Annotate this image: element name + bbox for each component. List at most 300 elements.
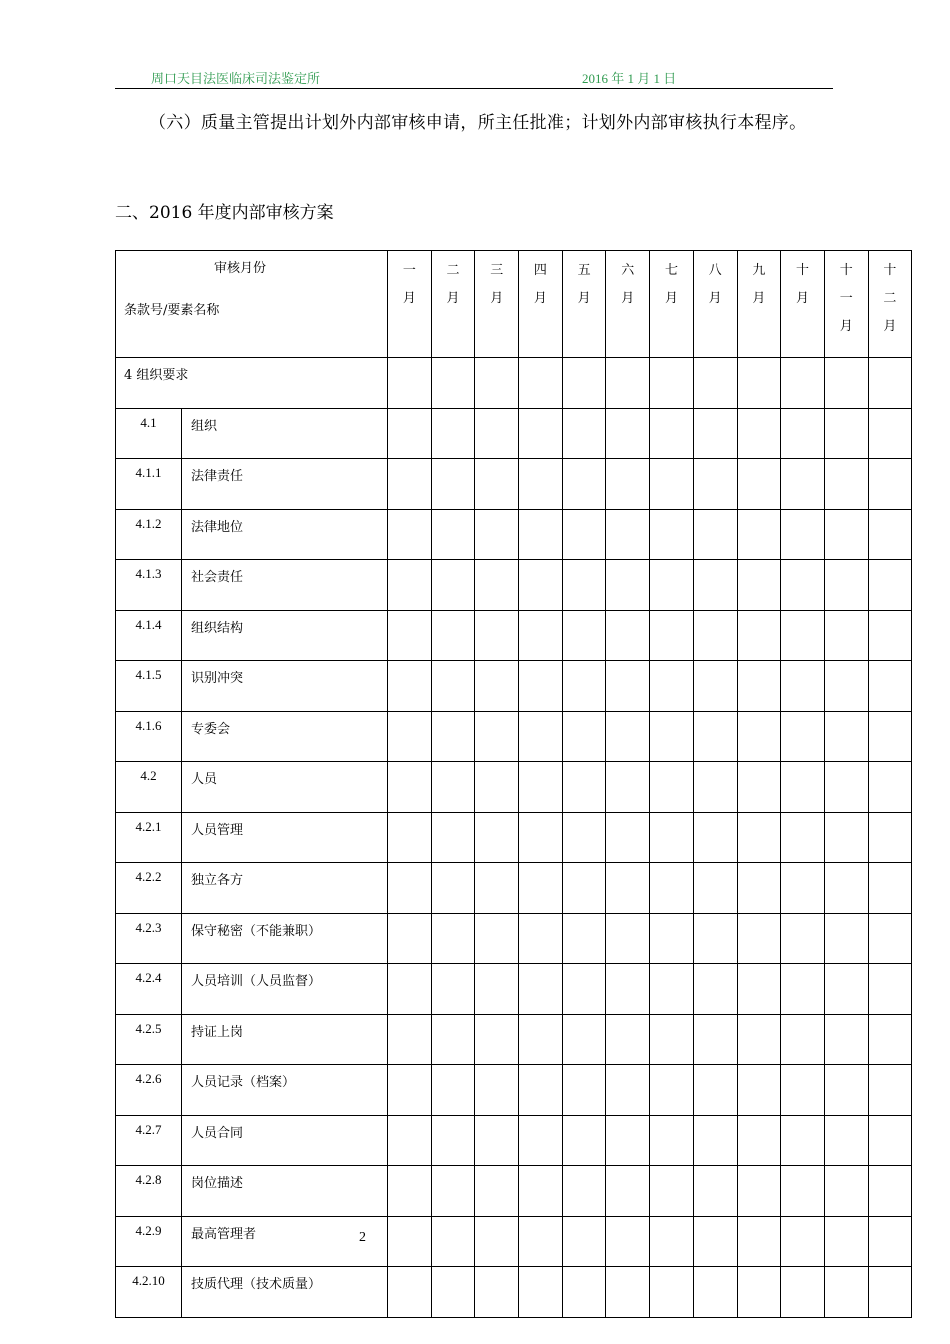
month-header-char: 十 bbox=[839, 263, 853, 278]
month-cell bbox=[868, 358, 912, 409]
month-cell bbox=[388, 509, 432, 560]
month-cell bbox=[388, 1115, 432, 1166]
month-cell bbox=[781, 1065, 825, 1116]
month-cell bbox=[562, 610, 606, 661]
month-cell bbox=[562, 1166, 606, 1217]
month-cell bbox=[519, 711, 563, 762]
month-cell bbox=[781, 964, 825, 1015]
clause-number: 4.2.9 bbox=[116, 1216, 182, 1267]
month-cell bbox=[475, 1166, 519, 1217]
month-cell bbox=[693, 1065, 737, 1116]
month-cell bbox=[693, 711, 737, 762]
month-cell bbox=[388, 913, 432, 964]
month-cell bbox=[737, 711, 781, 762]
month-header-4 bbox=[519, 251, 563, 358]
month-cell bbox=[562, 711, 606, 762]
element-name: 组织结构 bbox=[182, 610, 388, 661]
month-cell bbox=[519, 863, 563, 914]
month-cell bbox=[519, 1166, 563, 1217]
month-cell bbox=[824, 509, 868, 560]
month-header-7 bbox=[650, 251, 694, 358]
element-name: 人员记录（档案） bbox=[182, 1065, 388, 1116]
month-cell bbox=[693, 1216, 737, 1267]
month-cell bbox=[431, 1216, 475, 1267]
month-cell bbox=[650, 711, 694, 762]
table-row bbox=[116, 408, 912, 459]
month-cell bbox=[519, 1216, 563, 1267]
table-row bbox=[116, 913, 912, 964]
month-cell bbox=[606, 1065, 650, 1116]
element-name: 保守秘密（不能兼职） bbox=[182, 913, 388, 964]
month-cell bbox=[781, 913, 825, 964]
element-name: 技质代理（技术质量） bbox=[182, 1267, 388, 1318]
month-cell bbox=[606, 863, 650, 914]
element-name: 人员合同 bbox=[182, 1115, 388, 1166]
month-header-char: 八 bbox=[708, 263, 722, 278]
header-date: 2016 年 1 月 1 日 bbox=[582, 71, 677, 86]
table-row bbox=[116, 509, 912, 560]
month-cell bbox=[650, 358, 694, 409]
element-name: 组织 bbox=[182, 408, 388, 459]
month-cell bbox=[650, 1216, 694, 1267]
month-cell bbox=[650, 1065, 694, 1116]
month-cell bbox=[781, 1267, 825, 1318]
month-header-char: 三 bbox=[490, 263, 504, 278]
clause-number: 4.2 bbox=[116, 762, 182, 813]
month-cell bbox=[824, 913, 868, 964]
month-cell bbox=[693, 863, 737, 914]
month-cell bbox=[781, 661, 825, 712]
clause-number: 4.1.6 bbox=[116, 711, 182, 762]
month-header-char: 二 bbox=[446, 263, 460, 278]
month-cell bbox=[519, 661, 563, 712]
month-cell bbox=[650, 661, 694, 712]
month-cell bbox=[693, 812, 737, 863]
element-name: 法律地位 bbox=[182, 509, 388, 560]
month-cell bbox=[562, 1216, 606, 1267]
element-name: 社会责任 bbox=[182, 560, 388, 611]
month-cell bbox=[650, 812, 694, 863]
month-cell bbox=[388, 560, 432, 611]
table-row bbox=[116, 964, 912, 1015]
month-header-char: 月 bbox=[533, 291, 547, 306]
month-cell bbox=[824, 812, 868, 863]
month-cell bbox=[781, 1014, 825, 1065]
page-number: 2 bbox=[359, 1230, 366, 1245]
month-header-6 bbox=[606, 251, 650, 358]
month-cell bbox=[781, 863, 825, 914]
clause-number: 4.1.1 bbox=[116, 459, 182, 510]
month-cell bbox=[606, 762, 650, 813]
clause-number: 4.2.4 bbox=[116, 964, 182, 1015]
month-cell bbox=[781, 610, 825, 661]
month-cell bbox=[650, 863, 694, 914]
month-cell bbox=[431, 1065, 475, 1116]
month-header-char: 四 bbox=[533, 263, 547, 278]
month-cell bbox=[606, 1014, 650, 1065]
month-cell bbox=[606, 459, 650, 510]
month-cell bbox=[562, 509, 606, 560]
month-cell bbox=[824, 1216, 868, 1267]
month-cell bbox=[519, 509, 563, 560]
table-header-row bbox=[116, 251, 912, 358]
clause-number: 4.1.3 bbox=[116, 560, 182, 611]
month-cell bbox=[868, 762, 912, 813]
month-cell bbox=[519, 1014, 563, 1065]
month-cell bbox=[431, 358, 475, 409]
month-header-5 bbox=[562, 251, 606, 358]
month-header-8 bbox=[693, 251, 737, 358]
month-cell bbox=[431, 863, 475, 914]
month-cell bbox=[431, 560, 475, 611]
month-cell bbox=[737, 863, 781, 914]
month-header-char: 十 bbox=[883, 263, 897, 278]
month-cell bbox=[519, 1267, 563, 1318]
month-header-char: 七 bbox=[664, 263, 678, 278]
month-header-char: 九 bbox=[752, 263, 766, 278]
month-cell bbox=[562, 964, 606, 1015]
month-cell bbox=[475, 1014, 519, 1065]
month-cell bbox=[868, 1216, 912, 1267]
element-name: 人员 bbox=[182, 762, 388, 813]
audit-plan-table bbox=[115, 250, 912, 1318]
element-name: 独立各方 bbox=[182, 863, 388, 914]
month-cell bbox=[824, 408, 868, 459]
clause-number: 4.1.2 bbox=[116, 509, 182, 560]
clause-number: 4.1 bbox=[116, 408, 182, 459]
table-row bbox=[116, 1166, 912, 1217]
clause-number: 4.2.3 bbox=[116, 913, 182, 964]
clause-number: 4.2.2 bbox=[116, 863, 182, 914]
month-cell bbox=[606, 509, 650, 560]
section-title: 二、2016 年度内部审核方案 bbox=[115, 203, 334, 223]
body-paragraph: （六）质量主管提出计划外内部审核申请，所主任批准；计划外内部审核执行本程序。 bbox=[149, 113, 807, 133]
month-cell bbox=[475, 1115, 519, 1166]
month-cell bbox=[475, 459, 519, 510]
month-header-3 bbox=[475, 251, 519, 358]
month-cell bbox=[824, 1115, 868, 1166]
month-header-10 bbox=[781, 251, 825, 358]
clause-number: 4.1.4 bbox=[116, 610, 182, 661]
month-cell bbox=[868, 1166, 912, 1217]
month-header-char: 月 bbox=[752, 291, 766, 306]
month-cell bbox=[606, 964, 650, 1015]
month-cell bbox=[824, 964, 868, 1015]
month-cell bbox=[606, 408, 650, 459]
month-cell bbox=[868, 812, 912, 863]
month-cell bbox=[693, 913, 737, 964]
month-cell bbox=[388, 661, 432, 712]
table-row bbox=[116, 459, 912, 510]
month-cell bbox=[693, 509, 737, 560]
month-cell bbox=[431, 1014, 475, 1065]
month-cell bbox=[693, 1115, 737, 1166]
month-cell bbox=[737, 812, 781, 863]
month-cell bbox=[606, 661, 650, 712]
month-cell bbox=[737, 610, 781, 661]
month-header-char: 月 bbox=[446, 291, 460, 306]
month-cell bbox=[606, 1267, 650, 1318]
group-label: 4 组织要求 bbox=[116, 358, 388, 409]
month-cell bbox=[868, 610, 912, 661]
clause-number: 4.2.7 bbox=[116, 1115, 182, 1166]
table-row bbox=[116, 1065, 912, 1116]
month-cell bbox=[388, 358, 432, 409]
month-cell bbox=[519, 408, 563, 459]
month-cell bbox=[824, 1166, 868, 1217]
month-cell bbox=[868, 509, 912, 560]
month-cell bbox=[475, 610, 519, 661]
month-cell bbox=[868, 1065, 912, 1116]
clause-number: 4.2.1 bbox=[116, 812, 182, 863]
month-cell bbox=[388, 711, 432, 762]
month-cell bbox=[562, 913, 606, 964]
month-cell bbox=[606, 610, 650, 661]
month-cell bbox=[737, 560, 781, 611]
month-header-2 bbox=[431, 251, 475, 358]
month-cell bbox=[431, 964, 475, 1015]
month-cell bbox=[781, 1216, 825, 1267]
table-row bbox=[116, 1267, 912, 1318]
month-cell bbox=[824, 1014, 868, 1065]
month-cell bbox=[606, 1166, 650, 1217]
table-row bbox=[116, 661, 912, 712]
month-cell bbox=[606, 560, 650, 611]
element-name: 人员培训（人员监督） bbox=[182, 964, 388, 1015]
month-cell bbox=[693, 1014, 737, 1065]
month-cell bbox=[693, 762, 737, 813]
month-header-char: 二 bbox=[883, 291, 897, 306]
month-header-12 bbox=[868, 251, 912, 358]
month-cell bbox=[431, 661, 475, 712]
month-cell bbox=[562, 1115, 606, 1166]
month-cell bbox=[737, 358, 781, 409]
month-cell bbox=[650, 913, 694, 964]
month-cell bbox=[519, 964, 563, 1015]
month-cell bbox=[781, 408, 825, 459]
month-header-char: 月 bbox=[796, 291, 810, 306]
month-cell bbox=[519, 610, 563, 661]
month-cell bbox=[781, 358, 825, 409]
month-cell bbox=[606, 812, 650, 863]
month-header-char: 月 bbox=[708, 291, 722, 306]
month-cell bbox=[781, 711, 825, 762]
month-cell bbox=[781, 812, 825, 863]
month-cell bbox=[388, 1216, 432, 1267]
clause-number: 4.2.6 bbox=[116, 1065, 182, 1116]
month-cell bbox=[388, 964, 432, 1015]
month-cell bbox=[650, 509, 694, 560]
month-header-char: 一 bbox=[402, 263, 416, 278]
element-name: 人员管理 bbox=[182, 812, 388, 863]
audit-month-label: 审核月份 bbox=[214, 261, 267, 276]
month-cell bbox=[519, 913, 563, 964]
month-cell bbox=[868, 863, 912, 914]
month-cell bbox=[824, 560, 868, 611]
month-cell bbox=[562, 408, 606, 459]
month-cell bbox=[650, 1115, 694, 1166]
clause-element-label: 条款号/要素名称 bbox=[124, 303, 220, 318]
month-cell bbox=[475, 964, 519, 1015]
month-cell bbox=[781, 560, 825, 611]
month-cell bbox=[650, 964, 694, 1015]
month-cell bbox=[431, 1267, 475, 1318]
month-cell bbox=[475, 661, 519, 712]
table-row bbox=[116, 812, 912, 863]
table-row bbox=[116, 610, 912, 661]
table-row bbox=[116, 711, 912, 762]
month-cell bbox=[562, 358, 606, 409]
month-cell bbox=[431, 408, 475, 459]
month-cell bbox=[824, 459, 868, 510]
month-cell bbox=[388, 812, 432, 863]
clause-number: 4.2.8 bbox=[116, 1166, 182, 1217]
month-cell bbox=[737, 509, 781, 560]
month-cell bbox=[737, 1216, 781, 1267]
month-cell bbox=[562, 762, 606, 813]
month-header-char: 月 bbox=[402, 291, 416, 306]
month-cell bbox=[388, 610, 432, 661]
clause-number: 4.2.10 bbox=[116, 1267, 182, 1318]
month-cell bbox=[562, 863, 606, 914]
month-cell bbox=[650, 1267, 694, 1318]
month-cell bbox=[562, 1014, 606, 1065]
month-cell bbox=[737, 762, 781, 813]
month-cell bbox=[868, 560, 912, 611]
month-cell bbox=[650, 762, 694, 813]
month-cell bbox=[868, 1267, 912, 1318]
month-cell bbox=[693, 661, 737, 712]
month-cell bbox=[781, 1166, 825, 1217]
month-cell bbox=[737, 913, 781, 964]
table-corner-cell bbox=[116, 251, 388, 358]
month-cell bbox=[824, 863, 868, 914]
month-cell bbox=[606, 1115, 650, 1166]
month-cell bbox=[693, 459, 737, 510]
month-cell bbox=[650, 1166, 694, 1217]
month-cell bbox=[824, 661, 868, 712]
month-cell bbox=[388, 1014, 432, 1065]
month-cell bbox=[431, 762, 475, 813]
month-cell bbox=[475, 408, 519, 459]
header-organization: 周口天目法医临床司法鉴定所 bbox=[151, 72, 321, 87]
month-cell bbox=[431, 1115, 475, 1166]
month-cell bbox=[388, 408, 432, 459]
month-cell bbox=[737, 661, 781, 712]
month-cell bbox=[781, 762, 825, 813]
month-cell bbox=[388, 1065, 432, 1116]
month-header-9 bbox=[737, 251, 781, 358]
element-name: 识别冲突 bbox=[182, 661, 388, 712]
month-header-11 bbox=[824, 251, 868, 358]
month-cell bbox=[693, 1166, 737, 1217]
month-cell bbox=[650, 610, 694, 661]
month-header-char: 月 bbox=[577, 291, 591, 306]
month-cell bbox=[431, 1166, 475, 1217]
month-cell bbox=[781, 509, 825, 560]
month-header-char: 十 bbox=[796, 263, 810, 278]
month-cell bbox=[519, 1115, 563, 1166]
month-cell bbox=[431, 610, 475, 661]
element-name: 法律责任 bbox=[182, 459, 388, 510]
month-cell bbox=[475, 1216, 519, 1267]
month-cell bbox=[650, 408, 694, 459]
month-cell bbox=[431, 459, 475, 510]
month-cell bbox=[868, 459, 912, 510]
month-header-char: 月 bbox=[883, 319, 897, 334]
element-name: 最高管理者 bbox=[182, 1216, 388, 1267]
month-cell bbox=[868, 1014, 912, 1065]
month-cell bbox=[475, 1267, 519, 1318]
month-cell bbox=[868, 408, 912, 459]
month-cell bbox=[562, 459, 606, 510]
month-cell bbox=[388, 459, 432, 510]
month-cell bbox=[781, 1115, 825, 1166]
month-cell bbox=[868, 964, 912, 1015]
month-cell bbox=[562, 812, 606, 863]
month-header-char: 五 bbox=[577, 263, 591, 278]
month-cell bbox=[475, 863, 519, 914]
month-cell bbox=[519, 812, 563, 863]
month-cell bbox=[519, 560, 563, 611]
month-cell bbox=[475, 913, 519, 964]
month-cell bbox=[868, 711, 912, 762]
month-header-1 bbox=[388, 251, 432, 358]
month-cell bbox=[868, 913, 912, 964]
month-cell bbox=[431, 812, 475, 863]
month-cell bbox=[388, 1166, 432, 1217]
month-cell bbox=[606, 358, 650, 409]
month-cell bbox=[737, 1166, 781, 1217]
month-cell bbox=[737, 1014, 781, 1065]
month-cell bbox=[693, 408, 737, 459]
month-cell bbox=[693, 964, 737, 1015]
month-header-char: 月 bbox=[664, 291, 678, 306]
month-cell bbox=[824, 610, 868, 661]
month-cell bbox=[650, 459, 694, 510]
month-cell bbox=[388, 762, 432, 813]
month-cell bbox=[519, 762, 563, 813]
table-row bbox=[116, 762, 912, 813]
month-cell bbox=[824, 711, 868, 762]
month-cell bbox=[824, 1267, 868, 1318]
month-cell bbox=[519, 358, 563, 409]
month-cell bbox=[868, 1115, 912, 1166]
month-cell bbox=[519, 1065, 563, 1116]
table-row bbox=[116, 1014, 912, 1065]
group-row bbox=[116, 358, 912, 409]
element-name: 持证上岗 bbox=[182, 1014, 388, 1065]
month-cell bbox=[475, 762, 519, 813]
month-cell bbox=[737, 1267, 781, 1318]
month-cell bbox=[475, 358, 519, 409]
month-header-char: 月 bbox=[839, 319, 853, 334]
element-name: 岗位描述 bbox=[182, 1166, 388, 1217]
clause-number: 4.1.5 bbox=[116, 661, 182, 712]
month-cell bbox=[606, 711, 650, 762]
month-cell bbox=[519, 459, 563, 510]
month-header-char: 一 bbox=[839, 291, 853, 306]
clause-number: 4.2.5 bbox=[116, 1014, 182, 1065]
month-cell bbox=[868, 661, 912, 712]
month-cell bbox=[693, 610, 737, 661]
month-cell bbox=[562, 560, 606, 611]
month-cell bbox=[606, 913, 650, 964]
month-cell bbox=[693, 1267, 737, 1318]
table-row bbox=[116, 1115, 912, 1166]
month-cell bbox=[475, 711, 519, 762]
month-cell bbox=[562, 1065, 606, 1116]
